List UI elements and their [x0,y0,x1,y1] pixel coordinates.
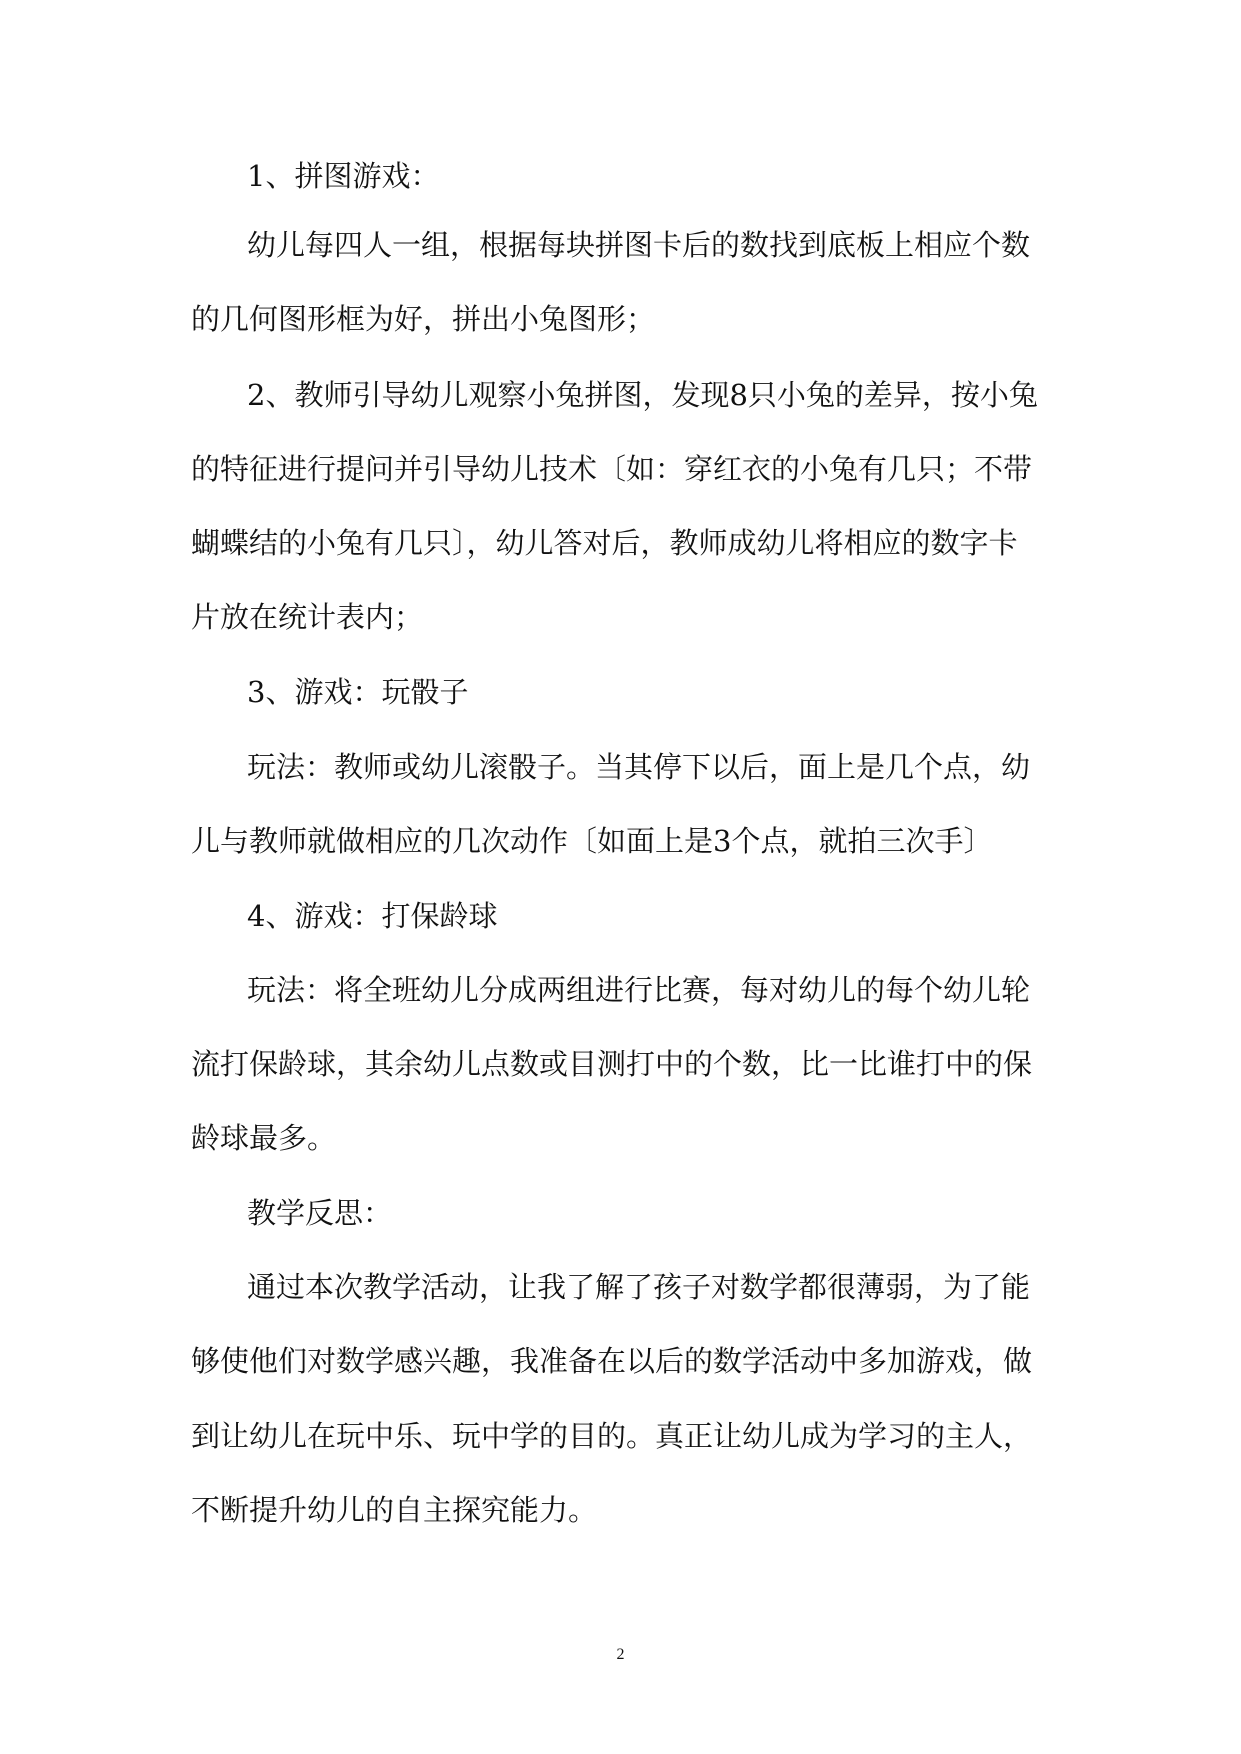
paragraph-line: 幼儿每四人一组，根据每块拼图卡后的数找到底板上相应个数 [247,228,1031,262]
section-heading-puzzle-game: 1、拼图游戏： [247,159,440,193]
paragraph-line: 片放在统计表内； [191,600,424,634]
paragraph-line: 的几何图形框为好，拼出小兔图形； [191,302,656,336]
paragraph-line: 到让幼儿在玩中乐、玩中学的目的。真正让幼儿成为学习的主人， [191,1419,1033,1453]
section-heading-dice-game: 3、游戏：玩骰子 [247,675,469,709]
paragraph-line: 玩法：将全班幼儿分成两组进行比赛，每对幼儿的每个幼儿轮 [247,973,1031,1007]
paragraph-line: 玩法：教师或幼儿滚骰子。当其停下以后，面上是几个点，幼 [247,750,1031,784]
paragraph-line: 儿与教师就做相应的几次动作〔如面上是3个点，就拍三次手〕 [191,824,993,858]
paragraph-line: 2、教师引导幼儿观察小兔拼图，发现8只小兔的差异，按小兔 [247,378,1038,412]
paragraph-line: 不断提升幼儿的自主探究能力。 [191,1493,598,1527]
section-heading-reflection: 教学反思： [247,1196,393,1230]
paragraph-line: 的特征进行提问并引导幼儿技术〔如：穿红衣的小兔有几只；不带 [191,452,1033,486]
paragraph-line: 蝴蝶结的小兔有几只〕，幼儿答对后，教师成幼儿将相应的数字卡 [191,526,1018,560]
paragraph-line: 龄球最多。 [191,1121,337,1155]
paragraph-line: 通过本次教学活动，让我了解了孩子对数学都很薄弱，为了能 [247,1270,1031,1304]
paragraph-line: 流打保龄球，其余幼儿点数或目测打中的个数，比一比谁打中的保 [191,1047,1033,1081]
section-heading-bowling-game: 4、游戏：打保龄球 [247,899,498,933]
paragraph-line: 够使他们对数学感兴趣，我准备在以后的数学活动中多加游戏，做 [191,1344,1033,1378]
page-number: 2 [616,1646,625,1663]
